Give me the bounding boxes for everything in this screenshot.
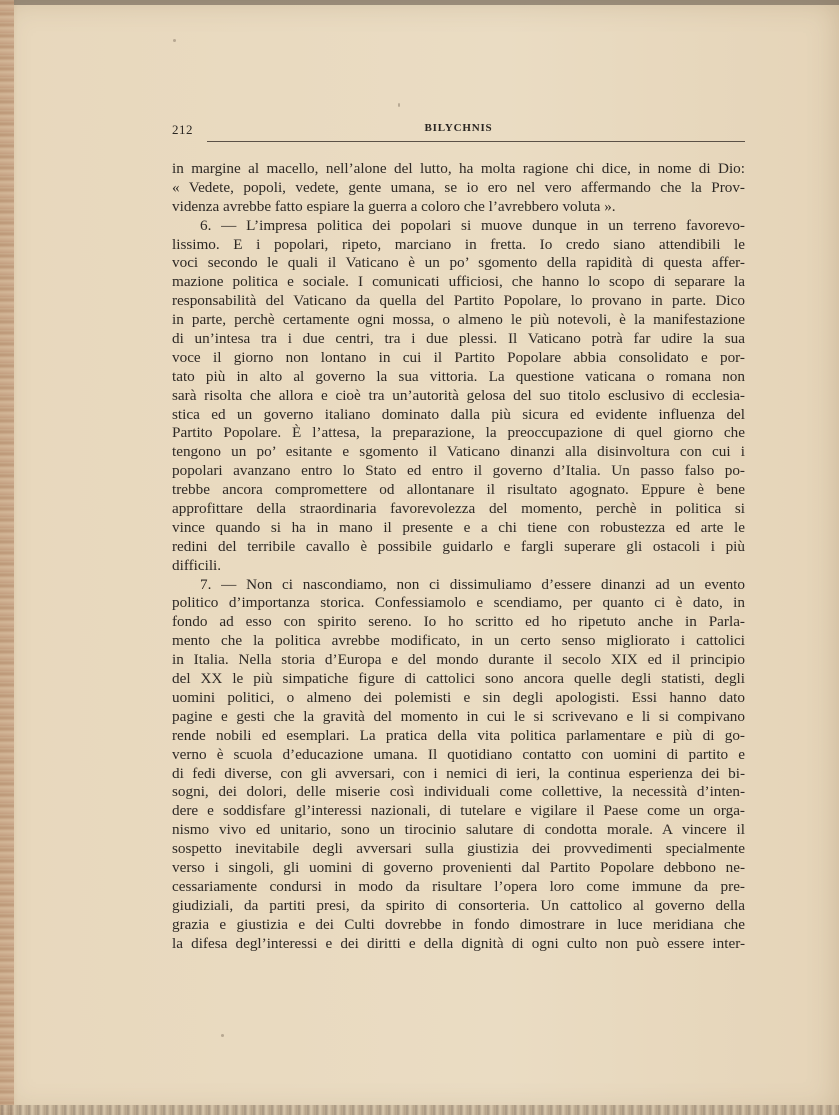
text-line: vince quando si ha in mano il presente e a chi tiene con robustezza ed arte le	[172, 518, 745, 536]
text-line: trebbe ancora compromettere od allontanare il risultato agognato. Eppure è bene	[172, 481, 745, 499]
header-rule	[207, 141, 745, 142]
text-line: cessariamente condursi in modo da risultare l’opera loro come immune da pre-	[172, 877, 745, 895]
text-line: sogni, dei dolori, delle miserie così individuali come collettive, la necessità d’inten-	[172, 783, 745, 801]
text-line: popolari avanzano entro lo Stato ed entro il governo d’Italia. Un passo falso po-	[172, 462, 745, 480]
bottom-page-edge	[0, 1105, 839, 1115]
text-line: la difesa degl’interessi e dei diritti e della dignità di ogni culto non può essere inter-	[172, 934, 745, 952]
text-line: tengono un po’ esitante e sgomento il Vaticano dinanzi alla disinvoltura con cui i	[172, 443, 745, 461]
text-line: uomini politici, o almeno dei polemisti e sin degli apologisti. Essi hanno dato	[172, 688, 745, 706]
text-line: verno è scuola d’educazione umana. Il quotidiano contatto con uomini di partito e	[172, 745, 745, 763]
text-line: mento che la politica avrebbe modificato, in un certo senso migliorato i cattolici	[172, 632, 745, 650]
running-title: BILYCHNIS	[424, 122, 493, 134]
text-line: nismo vivo ed unitario, sono un tirocinio salutare di condotta morale. A vincere il	[172, 821, 745, 839]
text-line: videnza avrebbe fatto espiare la guerra a coloro che l’avrebbero voluta ».	[172, 197, 616, 215]
text-line: sospetto inevitabile degli avversari sulla giustizia dei provvedimenti specialmente	[172, 840, 745, 858]
text-line: di un’intesa tra i due centri, tra i due plessi. Il Vaticano potrà far udire la sua	[172, 330, 745, 348]
text-line: in parte, perchè certamente ogni mossa, o almeno le più notevoli, è la manifestazione	[172, 311, 745, 329]
text-line: del XX le più simpatiche figure di cattolici sono ancora quelle degli statisti, degli	[172, 670, 745, 688]
article-text	[172, 160, 745, 953]
text-line: voce il giorno non lontano in cui il Partito Popolare abbia consolidato e por-	[172, 348, 745, 366]
text-line: mazione politica e sociale. I comunicati ufficiosi, che hanno lo scopo di separare la	[172, 273, 745, 291]
page-number: 212	[172, 122, 193, 137]
text-line: giudiziali, da partiti presi, da spirito di consorteria. Un cattolico al governo della	[172, 896, 745, 914]
section-7-first-line: 7. — Non ci nascondiamo, non ci dissimuliamo d’essere dinanzi ad un evento	[200, 575, 745, 593]
text-line: di fedi diverse, con gli avversari, con i nemici di ieri, la continua esperienza dei bi-	[172, 764, 745, 782]
text-line: redini del terribile cavallo è possibile guidarlo e fargli superare gli ostacoli i più	[172, 537, 745, 555]
text-line: « Vedete, popoli, vedete, gente umana, se io ero nel vero affermando che la Prov-	[172, 178, 745, 196]
top-page-edge	[0, 0, 839, 5]
text-line: voci secondo le quali il Vaticano è un po’ sgomento della rapidità di questa affer-	[172, 254, 745, 272]
text-line: lissimo. E i popolari, ripeto, marciano in fretta. Io credo siano attendibili le	[172, 235, 745, 253]
text-line: fondo ad esso con spirito sereno. Io ho scritto ed ho ripetuto anche in Parla-	[172, 613, 745, 631]
paper-speck	[173, 39, 176, 42]
text-line: stica ed un governo italiano dominato dalla più sicura ed evidente influenza del	[172, 405, 745, 423]
text-line: sarà risolta che allora e cioè tra un’autorità gelosa del suo titolo esclusivo di ecclesia-	[172, 386, 745, 404]
paper-speck	[398, 103, 400, 107]
text-line: responsabilità del Vaticano da quella del Partito Popolare, lo provano in parte. Dico	[172, 292, 745, 310]
text-line: verso i singoli, gli uomini di governo provenienti dal Partito Popolare debbono ne-	[172, 858, 745, 876]
text-line: Partito Popolare. È l’attesa, la preparazione, la preoccupazione di quel giorno che	[172, 424, 745, 442]
text-line: pagine e gesti che la gravità del momento in cui le si scrivevano e li si compivano	[172, 707, 745, 725]
paper-speck	[221, 1034, 224, 1037]
text-line: politico d’importanza storica. Confessiamolo e scendiamo, per quanto ci è dato, in	[172, 594, 745, 612]
text-line: grazia e giustizia e dei Culti dovrebbe in fondo dimostrare in luce meridiana che	[172, 915, 745, 933]
page-header	[172, 122, 745, 146]
section-6-first-line: 6. — L’impresa politica dei popolari si muove dunque in un terreno favorevo-	[200, 216, 745, 234]
text-line: tato più in alto al governo la sua vittoria. La questione vaticana o romana non	[172, 367, 745, 385]
text-line: in margine al macello, nell’alone del lutto, ha molta ragione chi dice, in nome di Dio:	[172, 160, 745, 177]
text-line: rende nobili ed esemplari. La pratica della vita politica parlamentare e più di go-	[172, 726, 745, 744]
text-line: difficili.	[172, 556, 222, 574]
left-binding-edge	[0, 0, 14, 1115]
text-line: in Italia. Nella storia d’Europa e del mondo durante il secolo XIX ed il principio	[172, 651, 745, 669]
text-line: approfittare della straordinaria favorevolezza del momento, perchè in politica si	[172, 500, 745, 518]
text-line: dere e soddisfare gl’interessi nazionali, di tutelare e vigilare il Paese come un orga-	[172, 802, 745, 820]
